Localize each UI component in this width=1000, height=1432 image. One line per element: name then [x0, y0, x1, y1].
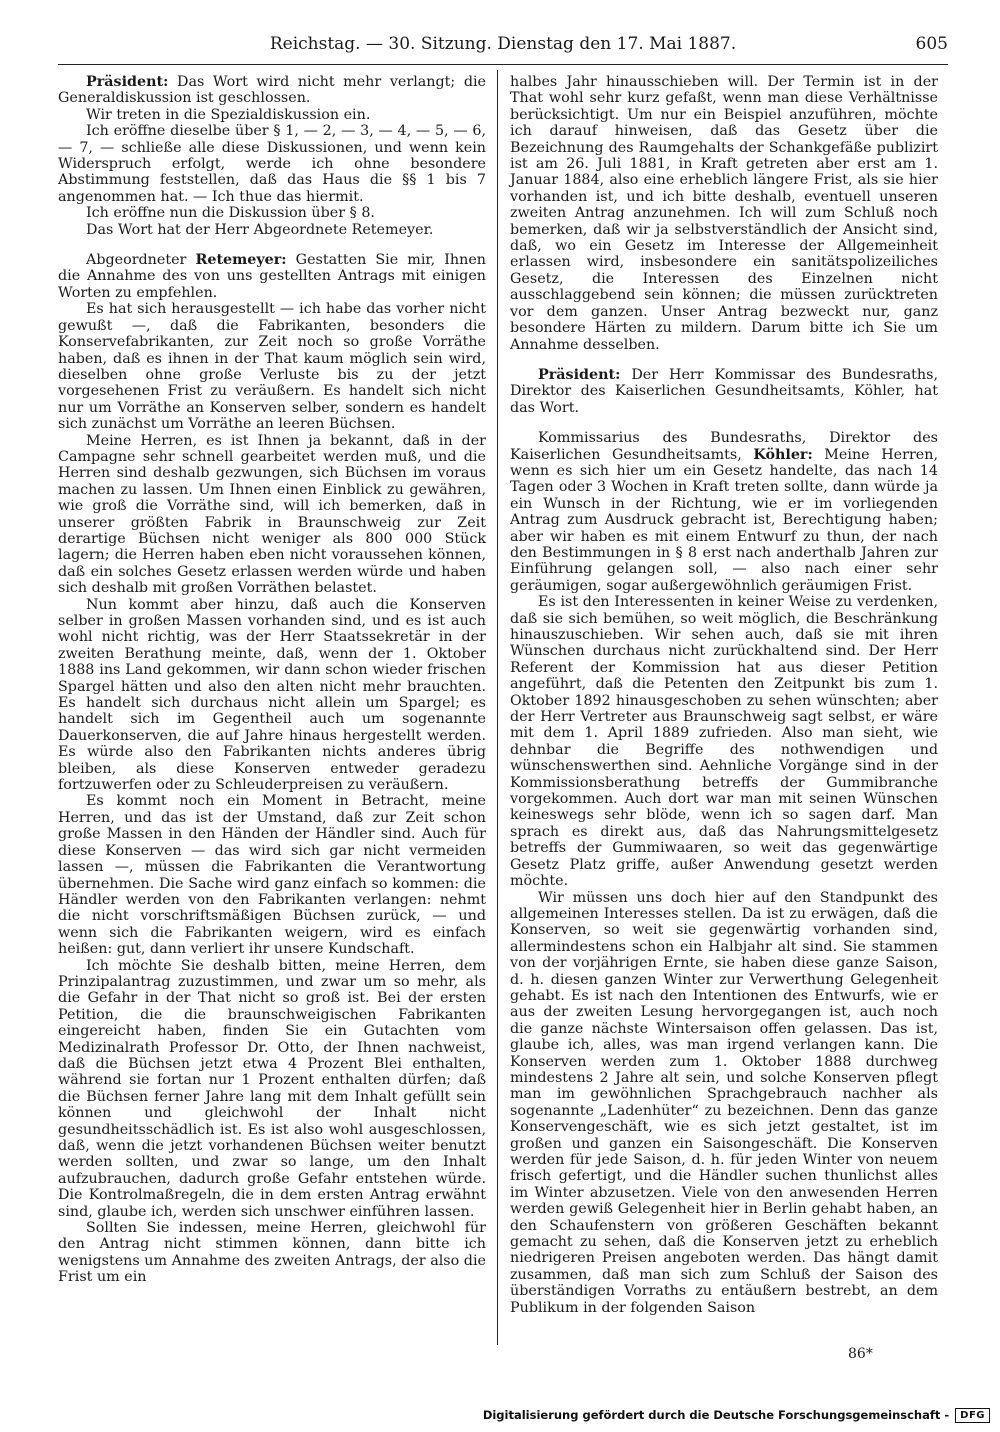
paragraph-text: Das Wort wird nicht mehr verlangt; die Generaldiskussion ist geschlossen. — [58, 74, 486, 107]
paragraph: Ich möchte Sie deshalb bitten, meine Herren, dem Prinzipalantrag zuzustimmen, und zwar um so mehr, als die Gefahr in der That nicht so groß ist. Bei der ersten Petition, die die braunschweigischen Fabrikanten eingereicht haben, finden Sie ein Gutachten vom Medizinalrath Professor Dr. Otto, der Ihnen nachweist, daß die Büchsen jetzt etwa 4 Prozent Blei enthalten, während sie fortan nur 1 Prozent enthalten dürfen; daß die Büchsen ferner Jahre lang mit dem Inhalt gefüllt sein können und gleichwohl der Inhalt nicht gesundheitsschädlich ist. Es ist also wohl ausgeschlossen, daß, wenn die jetzt vorhandenen Büchsen weiter benutzt werden sollten, und zwar so lange, um den Inhalt aufzubrauchen, dadurch große Gefahr entstehen würde. Die Kontrolmaßregeln, die in dem ersten Antrag erwähnt sind, glaube ich, werden sich unschwer einführen lassen. — [58, 957, 486, 1220]
paragraph: Ich eröffne nun die Diskussion über § 8. — [86, 205, 375, 222]
paragraph: Wir treten in die Spezialdiskussion ein. — [86, 106, 371, 123]
paragraph: halbes Jahr hinausschieben will. Der Termin ist in der That wohl sehr kurz gefaßt, wenn man diese Verhältnisse berücksichtigt. Um nur ein Beispiel anzuführen, möchte ich darauf hinweisen, daß das Gesetz über die Bezeichnung des Raumgehalts der Schankgefäße publizirt ist am 26. Juli 1881, in Kraft getreten aber erst am 1. Januar 1884, also eine erheblich längere Frist, als sie hier vorhanden ist, und ich bitte deshalb, eventuell unseren zweiten Antrag anzunehmen. Ich will zum Schluß noch bemerken, daß wir ja selbstverständlich der Ansicht sind, daß, wo ein Gesetz im Interesse der Allgemeinheit erlassen wird, insbesondere ein sanitätspolizeiliches Gesetz, die Interessen des Einzelnen nicht ausschlaggebend sein können; die müssen zurücktreten vor dem ganzen. Unser Antrag bezweckt nur, ganz besondere Härten zu mildern. Darum bitte ich Sie um Annahme desselben. — [510, 74, 938, 353]
page-header — [58, 30, 948, 56]
header-title: Reichstag. — 30. Sitzung. Dienstag den 17. Mai 1887. — [269, 34, 737, 54]
paragraph — [58, 252, 486, 301]
paragraph-text: Meine Herren, wenn es sich hier um ein Gesetz handelte, das nach 14 Tagen oder 3 Wochen in Kraft treten sollte, dann würde ja ein Wunsch in der Richtung, wie er im vorliegenden Antrag zum Ausdruck gebracht ist, Berechtigung haben; aber wir haben es mit einem Entwurf zu thun, der nach den Bestimmungen in § 8 erst nach anderthalb Jahren zur Einführung gelangen soll, — also nach einer sehr geräumigen, sogar außergewöhnlich geräumigen Frist. — [510, 446, 938, 594]
paragraph: Es kommt noch ein Moment in Betracht, meine Herren, und das ist der Umstand, daß zur Zeit schon große Massen in den Händen der Händler sind. Auch für diese Konserven — das wird sich gar nicht vermeiden lassen —, müssen die Fabrikanten die Verantwortung übernehmen. Die Sache wird ganz einfach so kommen: die Händler werden von den Fabrikanten verlangen: nehmt die nicht vorschriftsmäßigen Büchsen zurück, — und wenn sich die Fabrikanten weigern, wird es einfach heißen: gut, dann verliert ihr unsere Kundschaft. — [58, 793, 486, 958]
speaker-title: Kommissarius des Bundesraths, Direktor des Kaiserlichen Gesundheitsamts, — [510, 430, 938, 463]
digitization-footer — [483, 1406, 990, 1424]
signature-mark: 86* — [848, 1346, 873, 1362]
speaker-name: Köhler: — [753, 446, 813, 463]
footer-text: Digitalisierung gefördert durch die Deutsche Forschungsgemeinschaft - — [482, 1408, 950, 1422]
page-number: 605 — [915, 34, 948, 54]
paragraph — [510, 367, 938, 416]
speaker-name: Präsident: — [538, 366, 621, 383]
paragraph — [58, 74, 486, 107]
paragraph-text: Der Herr Kommissar des Bundesraths, Direktor des Kaiserlichen Gesundheitsamts, Köhler, hat das Wort. — [510, 366, 938, 416]
paragraph: Es hat sich herausgestellt — ich habe das vorher nicht gewußt —, daß die Fabrikanten, besonders die Konservefabrikanten, zur Zeit noch so große Vorräthe haben, daß es ihnen in der That kaum möglich sein wird, dieselben ohne große Verluste bis zu der jetzt vorgesehenen Frist zu veräußern. Es handelt sich nicht nur um Vorräthe an Konserven selber, sondern es handelt sich zunächst um Vorräthe an leeren Büchsen. — [58, 301, 486, 433]
paragraph: Meine Herren, es ist Ihnen ja bekannt, daß in der Campagne sehr schnell gearbeitet werden muß, und die Herren sind deshalb gezwungen, sich Büchsen im voraus machen zu lassen. Um Ihnen einen Einblick zu gewähren, wie groß die Vorräthe sind, will ich bemerken, daß in unserer größten Fabrik in Braunschweig zur Zeit derartige Büchsen nicht weniger als 800 000 Stück lagern; die Herren haben eben nicht voraussehen können, daß ein solches Gesetz erlassen werden würde und haben sich deshalb mit großen Vorräthen belastet. — [58, 432, 486, 597]
paragraph: Sollten Sie indessen, meine Herren, gleichwohl für den Antrag nicht stimmen können, dann bitte ich wenigstens um Annahme des zweiten Antrags, der also die Frist um ein — [58, 1220, 486, 1286]
paragraph — [510, 430, 938, 594]
dfg-logo: DFG — [955, 1408, 990, 1423]
paragraph-text: Gestatten Sie mir, Ihnen die Annahme des von uns gestellten Antrags mit einigen Worten zu empfehlen. — [58, 252, 487, 301]
header-rule — [58, 64, 948, 65]
paragraph: Es ist den Interessenten in keiner Weise zu verdenken, daß sie sich bemühen, so weit möglich, die Beschränkung hinauszuschieben. Wir sehen auch, daß sie mit ihren Wünschen durchaus nicht zurückhaltend sind. Der Herr Referent der Kommission hat aus dieser Petition angeführt, daß die Petenten den Zeitpunkt bis zum 1. Oktober 1892 hinausgeschoben zu sehen wünschten; aber der Herr Vertreter aus Braunschweig sagt selbst, er wäre mit dem 1. April 1889 zufrieden. Also man sieht, wie dehnbar die Begriffe des nothwendigen und wünschenswerthen sind. Aehnliche Vorgänge sind in der Kommissionsberathung betreffs der Gummibranche vorgekommen. Auch dort war man mit seinen Wünschen keineswegs sehr blöde, wenn ich so sagen darf. Man sprach es direkt aus, daß das Nahrungsmittelgesetz betreffs der Gummiwaaren, so weit das gegenwärtige Gesetz Platz griffe, außer Anwendung gesetzt werden möchte. — [510, 594, 938, 890]
column-divider — [497, 70, 498, 1345]
paragraph: Das Wort hat der Herr Abgeordnete Retemeyer. — [86, 221, 434, 238]
paragraph: Nun kommt aber hinzu, daß auch die Konserven selber in großen Massen vorhanden sind, und es ist auch wohl nicht richtig, was der Herr Staatssekretär in der zweiten Berathung meinte, daß, wenn der 1. Oktober 1888 ins Land gekommen, wir dann schon wieder frischen Spargel hätten und also den alten nicht mehr brauchten. Es handelt sich durchaus nicht allein um Spargel; es handelt sich im Gegentheil auch um sogenannte Dauerkonserven, die auf Jahre hinaus hergestellt werden. Es würde also den Fabrikanten nichts anderes übrig bleiben, als diese Konserven entweder geradezu fortzuwerfen oder zu Schleuderpreisen zu veräußern. — [58, 596, 486, 794]
speaker-name: Retemeyer: — [195, 252, 287, 269]
newspaper-page — [58, 30, 948, 1380]
right-column — [510, 74, 938, 1316]
paragraph: Wir müssen uns doch hier auf den Standpunkt des allgemeinen Interesses stellen. Da ist zu erwägen, daß die Konserven, so weit sie gegenwärtig vorhanden sind, allermindestens schon ein Halbjahr alt sind. Sie stammen von der vorjährigen Ernte, sie haben diese ganze Saison, d. h. diesen ganzen Winter zur Verwerthung Gelegenheit gehabt. Es ist nach den Intentionen des Entwurfs, wie er aus der zweiten Lesung hervorgegangen ist, auch noch die ganze nächste Wintersaison offen gelassen. Das ist, glaube ich, alles, was man irgend verlangen kann. Die Konserven werden zum 1. Oktober 1888 durchweg mindestens 2 Jahre alt sein, und solche Konserven pflegt man im gewöhnlichen Sprachgebrauch nachher als sogenannte „Ladenhüter“ zu bezeichnen. Denn das ganze Konservengeschäft, wie es sich jetzt gestaltet, ist im großen und ganzen ein Saisongeschäft. Die Konserven werden für jede Saison, d. h. für jeden Winter von neuem frisch gefertigt, und die Händler suchen thunlichst alles im Winter abzusetzen. Viele von den anwesenden Herren werden gewiß Gelegenheit hier in Berlin gehabt haben, an den Schaufenstern von größeren Geschäften bekannt gemacht zu sehen, daß die Konserven jetzt zu erheblich niedrigeren Preisen angeboten werden. Das hängt damit zusammen, daß man sich zum Schluß der Saison des überständigen Vorraths zu entäußern bestrebt, an dem Publikum in der folgenden Saison — [510, 889, 938, 1316]
left-column — [58, 74, 486, 1286]
speaker-title: Abgeordneter — [86, 252, 196, 269]
paragraph: Ich eröffne dieselbe über § 1, — 2, — 3, — 4, — 5, — 6, — 7, — schließe alle diese Diskussionen, und wenn kein Widerspruch erfolgt, werde ich ohne besondere Abstimmung feststellen, daß das Haus die §§ 1 bis 7 angenommen hat. — Ich thue das hiermit. — [58, 123, 486, 205]
speaker-name: Präsident: — [86, 74, 169, 90]
